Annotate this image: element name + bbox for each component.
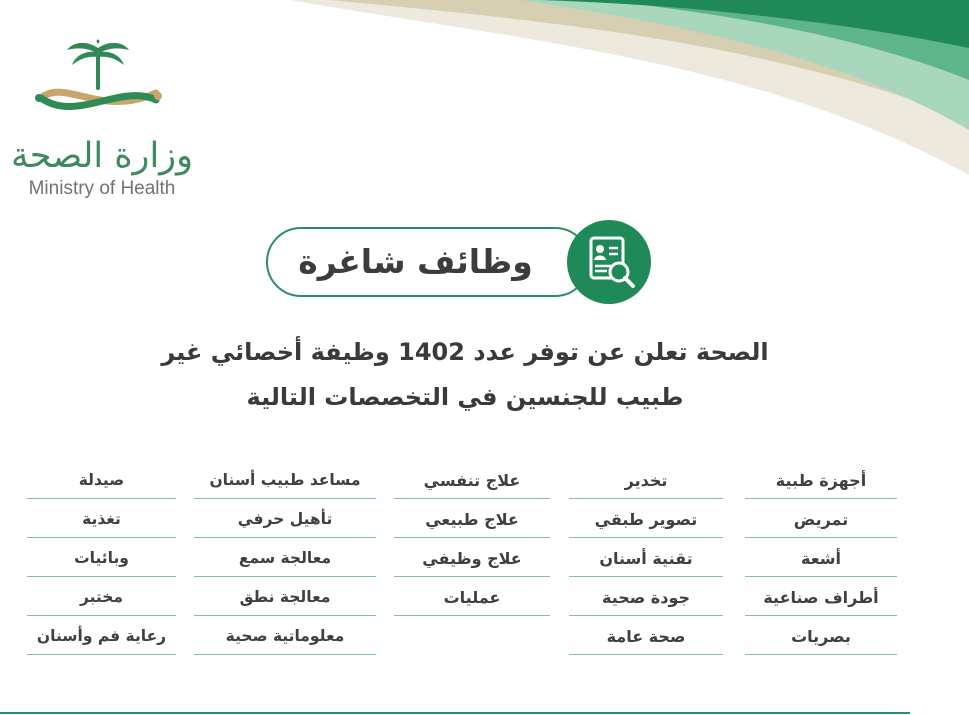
specialty-item: معلوماتية صحية — [194, 616, 376, 655]
resume-search-icon — [567, 220, 651, 304]
specialty-item: عمليات — [394, 577, 550, 616]
specialty-item: معالجة نطق — [194, 577, 376, 616]
palm-swords-emblem-icon — [31, 38, 166, 123]
ministry-name-arabic: وزارة الصحة — [11, 136, 193, 176]
specialty-item: تصوير طبقي — [569, 499, 723, 538]
vacancies-banner — [266, 227, 590, 297]
specialty-item: بصريات — [745, 616, 897, 655]
specialty-item: تمريض — [745, 499, 897, 538]
specialty-item: مساعد طبيب أسنان — [194, 460, 376, 499]
announcement-headline — [100, 330, 830, 420]
specialty-item: رعاية فم وأسنان — [27, 616, 176, 655]
specialty-item: علاج وظيفي — [394, 538, 550, 577]
specialties-column-4 — [194, 460, 376, 655]
specialty-item: تأهيل حرفي — [194, 499, 376, 538]
specialty-item: وبائيات — [27, 538, 176, 577]
specialty-item: صحة عامة — [569, 616, 723, 655]
footer-divider — [0, 712, 910, 714]
specialty-item: تغذية — [27, 499, 176, 538]
specialty-item: تقنية أسنان — [569, 538, 723, 577]
specialties-column-1 — [745, 460, 897, 655]
headline-line-2: طبيب للجنسين في التخصصات التالية — [246, 383, 684, 411]
specialty-item: تخدير — [569, 460, 723, 499]
specialties-column-5 — [27, 460, 176, 655]
ministry-logo — [6, 38, 191, 203]
specialty-item: صيدلة — [27, 460, 176, 499]
specialties-column-2 — [569, 460, 723, 655]
specialty-item: أجهزة طبية — [745, 460, 897, 499]
specialty-item: علاج طبيعي — [394, 499, 550, 538]
specialty-item: جودة صحية — [569, 577, 723, 616]
vacancies-title: وظائف شاغرة — [298, 242, 533, 281]
headline-line-1: الصحة تعلن عن توفر عدد 1402 وظيفة أخصائي غير — [161, 338, 769, 366]
specialty-item: أطراف صناعية — [745, 577, 897, 616]
specialty-item: علاج تنفسي — [394, 460, 550, 499]
specialty-item: معالجة سمع — [194, 538, 376, 577]
specialty-item: مختبر — [27, 577, 176, 616]
ministry-name-english: Ministry of Health — [28, 178, 176, 199]
specialties-column-3 — [394, 460, 550, 616]
specialty-item: أشعة — [745, 538, 897, 577]
